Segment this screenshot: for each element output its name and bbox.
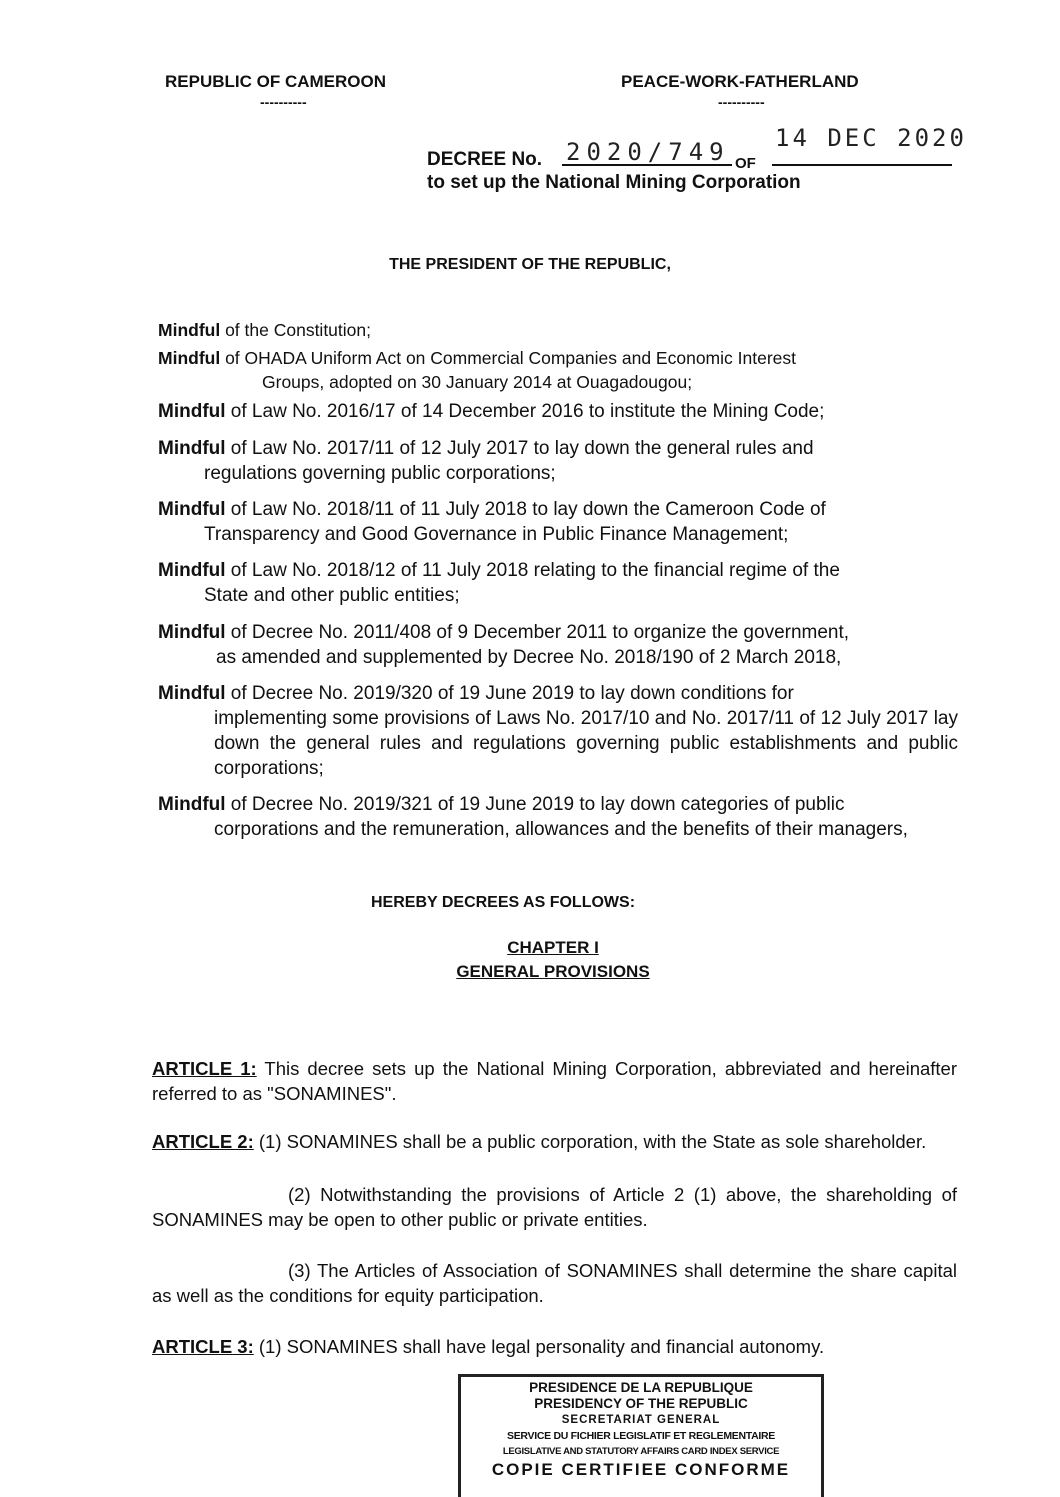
decree-label: DECREE No.	[427, 149, 543, 170]
stamp-line-4: SERVICE DU FICHIER LEGISLATIF ET REGLEMENTAIRE	[507, 1430, 775, 1442]
decree-number: 2020/749	[566, 138, 730, 166]
article-2-paragraph-3: (3) The Articles of Association of SONAMINES shall determine the share capital as well as the conditions for equity participation.	[152, 1260, 957, 1306]
mindful-clause: Mindful of the Constitution;	[158, 320, 371, 340]
mindful-clause: Mindful of Law No. 2018/11 of 11 July 2018 to lay down the Cameroon Code of Transparency and Good Governance in Public Finance Management;	[158, 499, 826, 545]
decree-date: 14 DEC 2020	[775, 124, 967, 152]
header-republic: REPUBLIC OF CAMEROON	[165, 72, 386, 91]
decree-subtitle: to set up the National Mining Corporation	[427, 172, 801, 193]
stamp-line-3: SECRETARIAT GENERAL	[561, 1414, 721, 1426]
stamp-line-1: PRESIDENCE DE LA REPUBLIQUE	[529, 1380, 753, 1395]
header-right-dashes: ----------	[718, 94, 765, 110]
chapter-number: CHAPTER I	[507, 938, 599, 957]
chapter-title: GENERAL PROVISIONS	[456, 962, 650, 981]
mindful-clause: Mindful of Decree No. 2011/408 of 9 December 2011 to organize the government, as amended and supplemented by Decree No. 2018/190 of 2 March 2018,	[158, 622, 850, 668]
header-left-dashes: ----------	[260, 94, 307, 110]
certification-stamp	[458, 1374, 824, 1497]
decree-of-label: OF	[735, 155, 756, 172]
header-motto: PEACE-WORK-FATHERLAND	[621, 72, 859, 91]
president-heading: THE PRESIDENT OF THE REPUBLIC,	[389, 256, 671, 273]
article-2-paragraph-1: ARTICLE 2: (1) SONAMINES shall be a public corporation, with the State as sole shareholder.	[152, 1131, 927, 1152]
stamp-line-5: LEGISLATIVE AND STATUTORY AFFAIRS CARD INDEX SERVICE	[502, 1446, 780, 1457]
mindful-clause: Mindful of OHADA Uniform Act on Commercial Companies and Economic Interest Groups, adopted on 30 January 2014 at Ouagadougou;	[158, 348, 796, 392]
stamp-line-6: COPIE CERTIFIEE CONFORME	[491, 1460, 791, 1479]
mindful-clause: Mindful of Decree No. 2019/320 of 19 June 2019 to lay down conditions for implementing some provisions of Laws No. 2017/10 and No. 2017/11 of 12 July 2017 lay down the general rules and regulations governing public establishments and public corporations;	[158, 683, 958, 779]
mindful-clause: Mindful of Law No. 2018/12 of 11 July 2018 relating to the financial regime of the State and other public entities;	[158, 560, 840, 606]
article-2-paragraph-2: (2) Notwithstanding the provisions of Article 2 (1) above, the shareholding of SONAMINES may be open to other public or private entities.	[152, 1184, 957, 1230]
mindful-clause: Mindful of Law No. 2017/11 of 12 July 2017 to lay down the general rules and regulations governing public corporations;	[158, 438, 814, 484]
article-3: ARTICLE 3: (1) SONAMINES shall have legal personality and financial autonomy.	[152, 1336, 825, 1357]
decree-date-underline	[772, 164, 952, 166]
decrees-heading: HEREBY DECREES AS FOLLOWS:	[371, 894, 636, 911]
mindful-clause: Mindful of Decree No. 2019/321 of 19 June 2019 to lay down categories of public corporations and the remuneration, allowances and the benefits of their managers,	[158, 794, 908, 840]
article-1: ARTICLE 1: This decree sets up the National Mining Corporation, abbreviated and hereinafter referred to as "SONAMINES".	[152, 1058, 957, 1104]
stamp-line-2: PRESIDENCY OF THE REPUBLIC	[534, 1396, 748, 1411]
mindful-clause: Mindful of Law No. 2016/17 of 14 December 2016 to institute the Mining Code;	[158, 401, 825, 422]
decree-number-underline	[562, 164, 732, 166]
